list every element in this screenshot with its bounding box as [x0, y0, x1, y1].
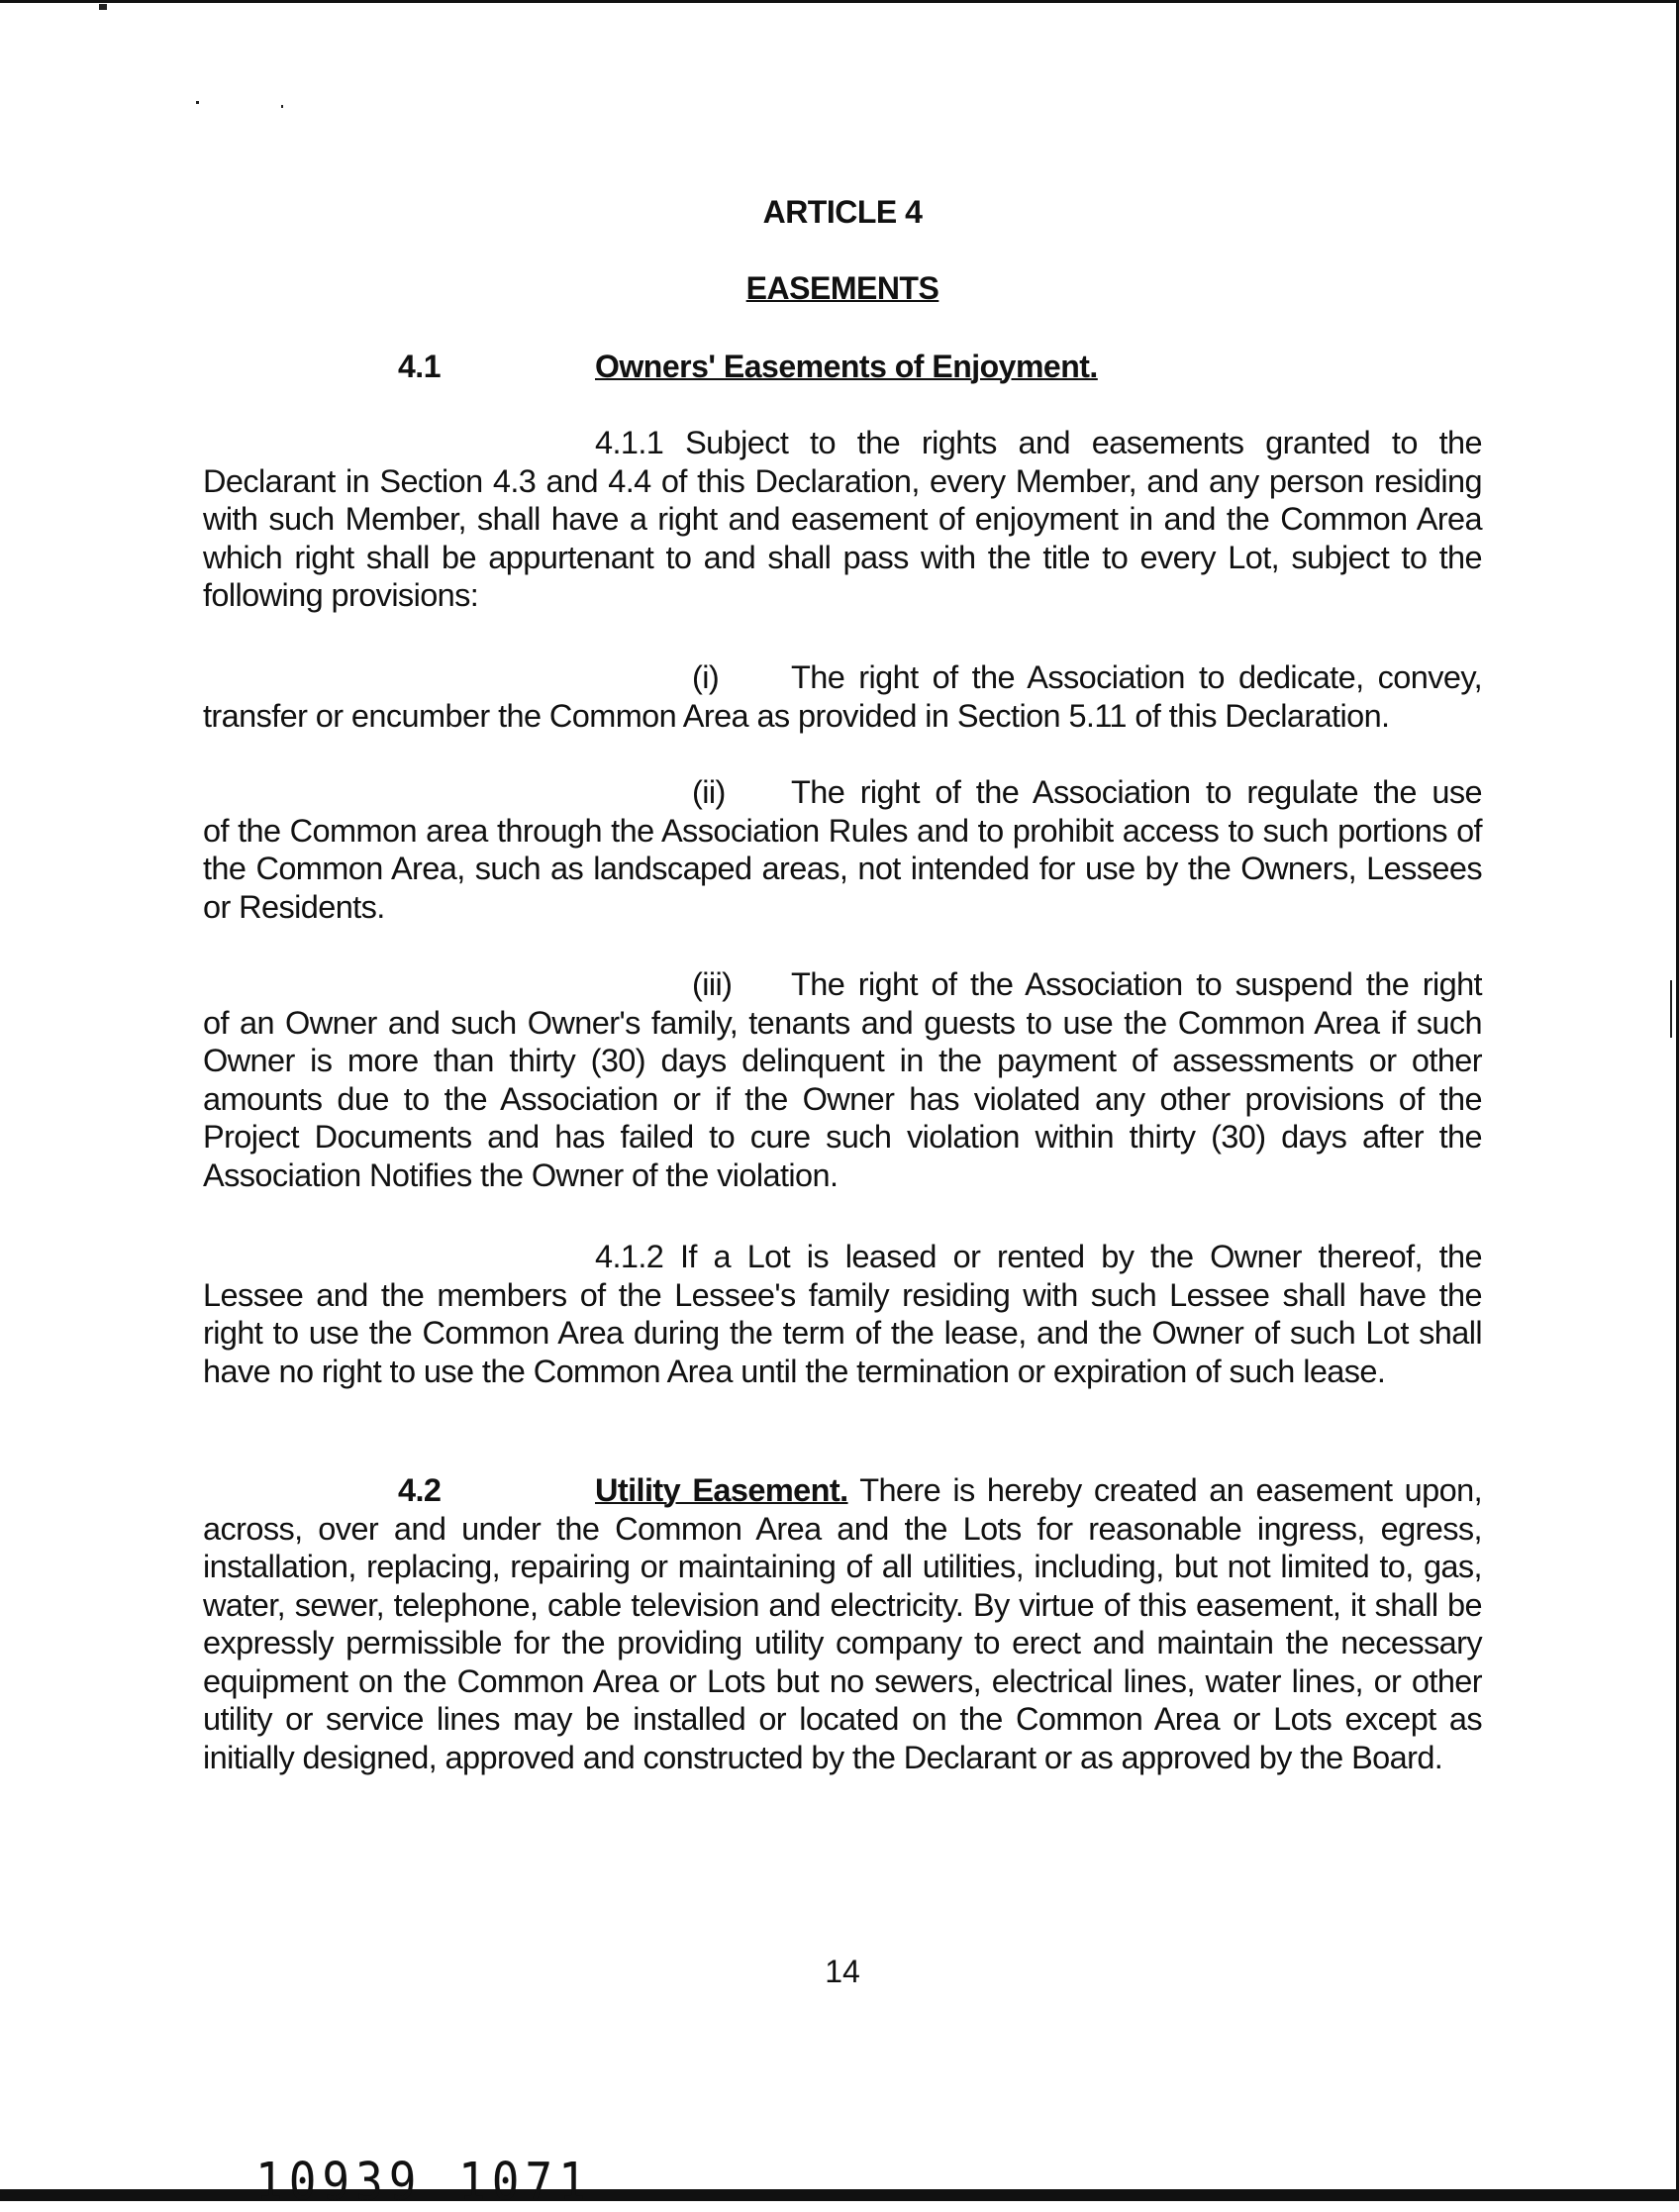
scan-speck — [196, 101, 199, 104]
scan-speck — [1670, 980, 1672, 1038]
section-4-2-lead: There is hereby created an easement upon, — [859, 1472, 1483, 1508]
provision-i-first-line — [203, 658, 1482, 697]
provision-ii — [203, 773, 1482, 926]
section-4-2 — [203, 1471, 1482, 1776]
section-4-2-number: 4.2 — [398, 1472, 442, 1508]
scan-speck — [281, 105, 283, 108]
section-4-2-body: across, over and under the Common Area and the Lots for reasonable ingress, egress, installation, replacing, repairing or maintaining of all utilities, including, but not limited to, gas, water, sewer, telephone, cable television and electricity. By virtue of this easement, it shall be expressly permissible for the providing utility company to erect and maintain the necessary equipment on the Common Area or Lots but no sewers, electrical lines, water lines, or other utility or service lines may be installed or located on the Common Area or Lots except as initially designed, approved and constructed by the Declarant or as approved by the Board. — [203, 1510, 1482, 1775]
paragraph-4-1-2-lead: If a Lot is leased or rented by the Owner thereof, the — [680, 1239, 1482, 1274]
provision-ii-label: (ii) — [692, 774, 726, 810]
provision-i-body: transfer or encumber the Common Area as provided in Section 5.11 of this Declaration. — [203, 697, 1390, 734]
article-title — [203, 270, 1482, 307]
scan-border-top — [0, 0, 1679, 3]
paragraph-4-1-1-number: 4.1.1 — [595, 425, 664, 460]
provision-iii-body: of an Owner and such Owner's family, tenants and guests to use the Common Area if such Owner is more than thirty (30) days delinquent in the payment of assessments or other amounts due to the Association or if the Owner has violated any other provisions of the Project Documents and has failed to cure such violation within thirty (30) days after the Association Notifies the Owner of the violation. — [203, 1004, 1482, 1193]
provision-i-label: (i) — [692, 659, 720, 695]
paragraph-4-1-1 — [203, 424, 1482, 615]
provision-ii-first-line — [203, 773, 1482, 812]
provision-iii-lead: The right of the Association to suspend the right — [791, 966, 1482, 1002]
provision-i — [203, 658, 1482, 735]
provision-i-lead: The right of the Association to dedicate, convey, — [791, 659, 1482, 695]
provision-iii-first-line — [203, 965, 1482, 1004]
paragraph-4-1-1-body: Declarant in Section 4.3 and 4.4 of this Declaration, every Member, and any person residing with such Member, shall have a right and easement of enjoyment in and the Common Area which right shall be appurtenant to and shall pass with the title to every Lot, subject to the following provisions: — [203, 462, 1482, 613]
section-4-1-number: 4.1 — [398, 349, 441, 384]
page-number: 14 — [825, 1954, 860, 1989]
paragraph-4-1-2-number: 4.1.2 — [595, 1239, 664, 1274]
provision-iii-label: (iii) — [692, 966, 733, 1002]
scan-speck — [99, 4, 107, 10]
paragraph-4-1-2-body: Lessee and the members of the Lessee's family residing with such Lessee shall have the right to use the Common Area during the term of the lease, and the Owner of such Lot shall have no right to use the Common Area until the termination or expiration of such lease. — [203, 1276, 1482, 1389]
section-4-2-title: Utility Easement. — [595, 1472, 848, 1508]
paragraph-4-1-1-first-line — [203, 424, 1482, 462]
section-4-1-title — [595, 349, 1098, 385]
section-4-2-first-line — [203, 1471, 1482, 1510]
article-heading: ARTICLE 4 — [762, 194, 923, 230]
section-4-1-title-text: Owners' Easements of Enjoyment. — [595, 349, 1098, 384]
scan-border-bottom — [0, 2189, 1679, 2201]
recording-stamp-page: 1071 — [458, 2151, 592, 2212]
recording-stamp-book: 10939 — [255, 2151, 423, 2212]
provision-iii — [203, 965, 1482, 1194]
paragraph-4-1-1-lead: Subject to the rights and easements granted to the — [685, 425, 1482, 460]
provision-ii-body: of the Common area through the Association Rules and to prohibit access to such portions of the Common Area, such as landscaped areas, not intended for use by the Owners, Lessees or Residents. — [203, 812, 1482, 925]
article-title-text: EASEMENTS — [745, 270, 939, 306]
paragraph-4-1-2-first-line — [203, 1238, 1482, 1276]
provision-ii-lead: The right of the Association to regulate the use — [791, 774, 1482, 810]
paragraph-4-1-2 — [203, 1238, 1482, 1390]
